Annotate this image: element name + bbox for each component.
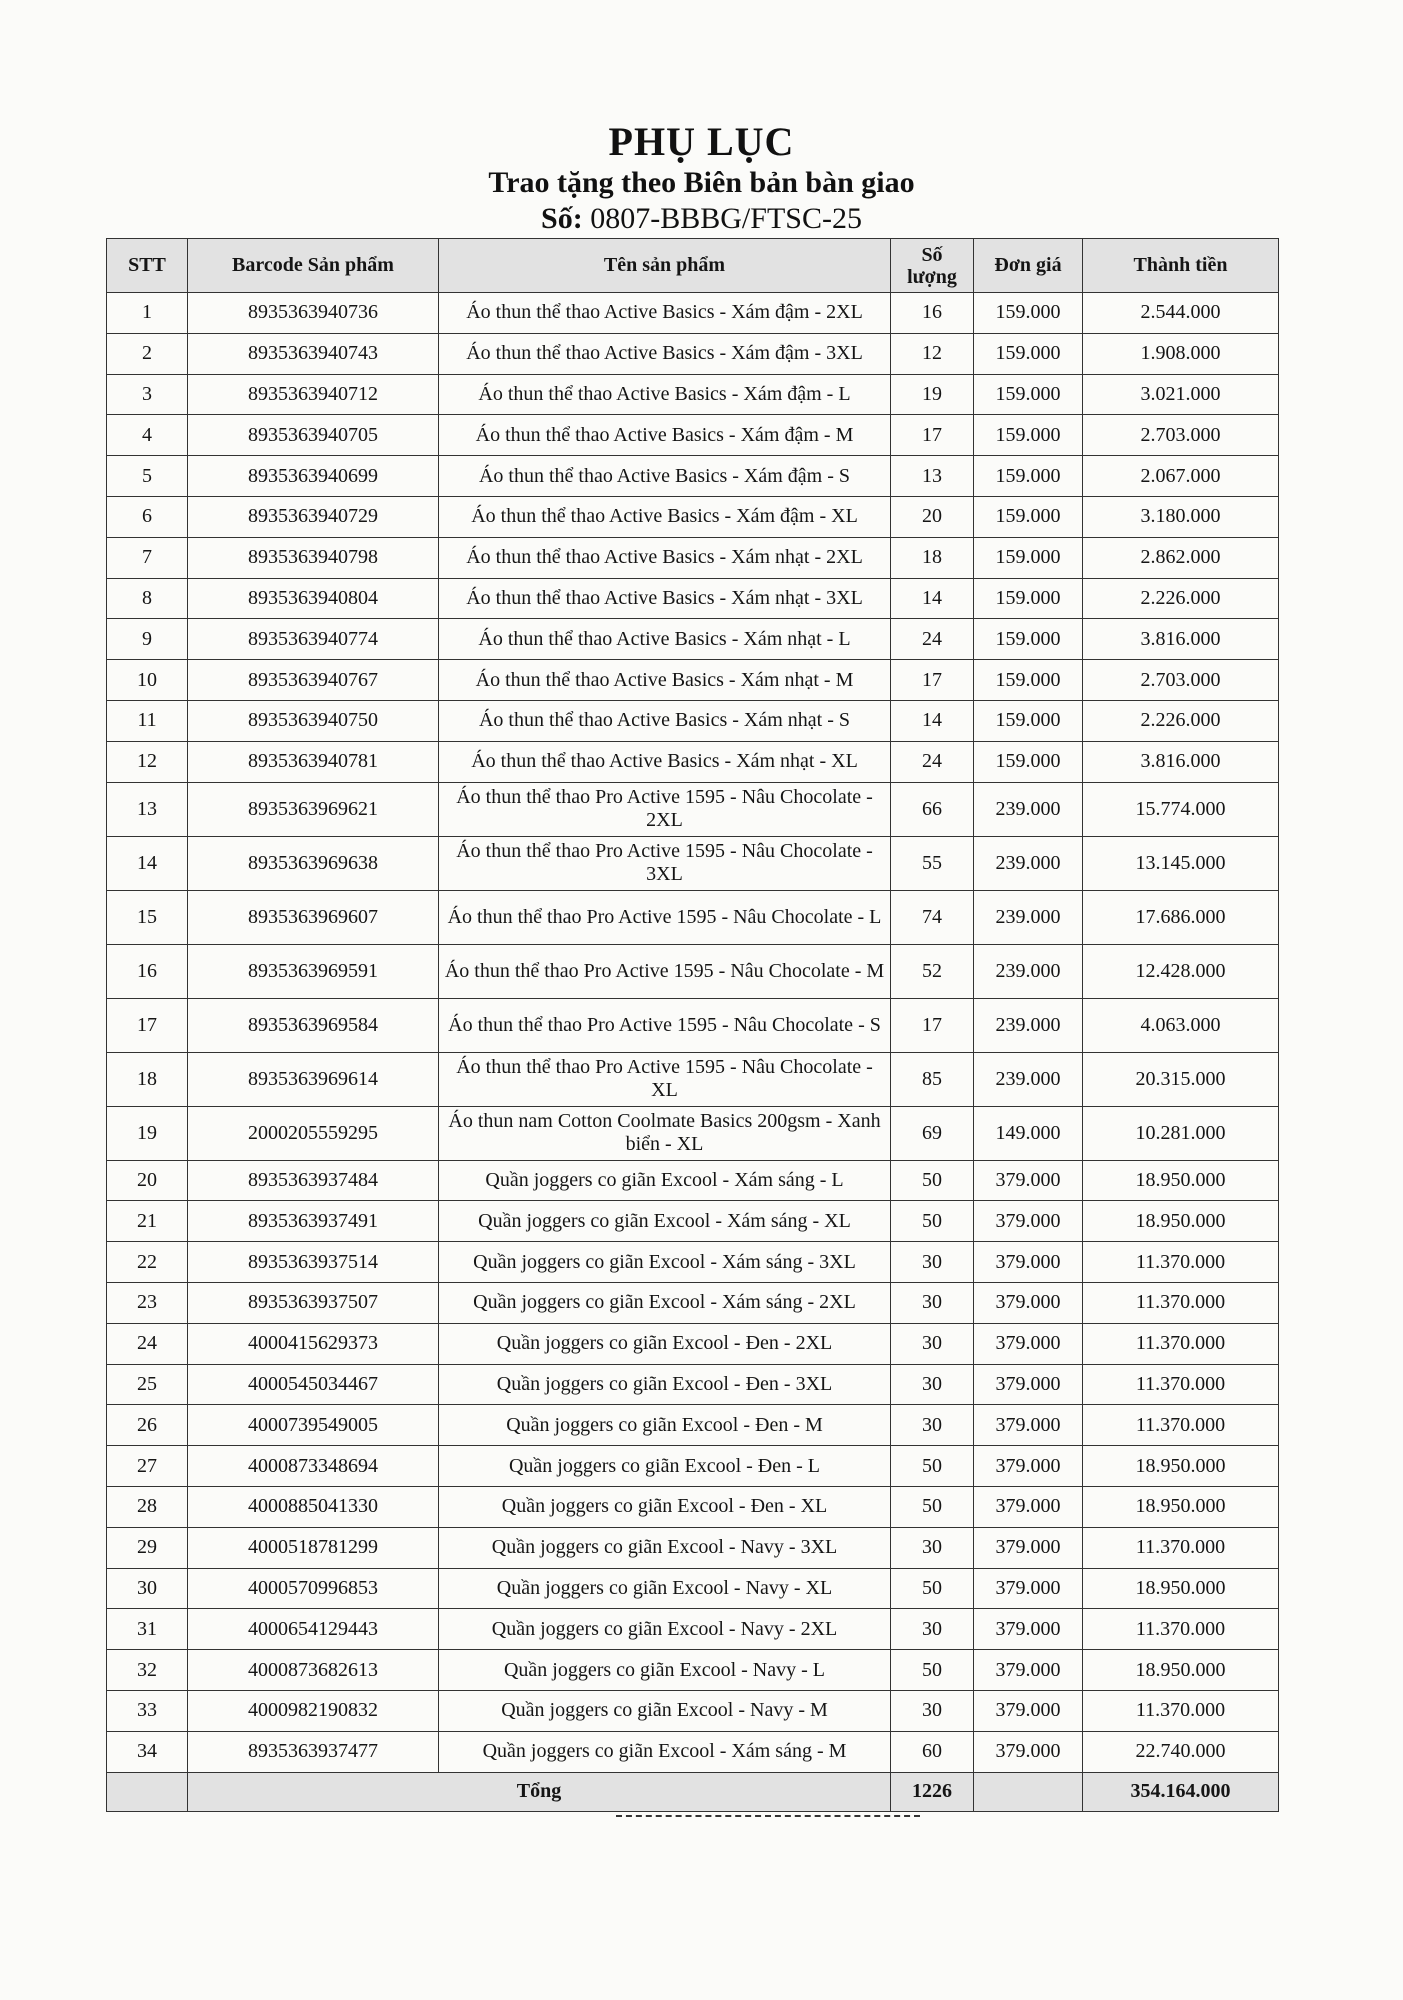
table-row (107, 415, 1279, 456)
row-quantity: 30 (891, 1323, 974, 1364)
table-row (107, 1364, 1279, 1405)
row-product-name: Áo thun thể thao Active Basics - Xám đậm - S (439, 456, 891, 497)
row-barcode: 4000739549005 (188, 1405, 439, 1446)
row-unit-price: 239.000 (974, 782, 1083, 836)
row-unit-price: 159.000 (974, 415, 1083, 456)
table-row (107, 1323, 1279, 1364)
row-stt: 10 (107, 660, 188, 701)
row-unit-price: 379.000 (974, 1242, 1083, 1283)
header-stt: STT (107, 239, 188, 293)
row-product-name: Áo thun thể thao Pro Active 1595 - Nâu Chocolate - L (439, 890, 891, 944)
row-amount: 2.226.000 (1083, 700, 1279, 741)
row-amount: 2.703.000 (1083, 415, 1279, 456)
header-product-name: Tên sản phẩm (439, 239, 891, 293)
row-stt: 3 (107, 374, 188, 415)
row-quantity: 30 (891, 1282, 974, 1323)
row-barcode: 2000205559295 (188, 1106, 439, 1160)
table-row (107, 836, 1279, 890)
row-barcode: 8935363940767 (188, 660, 439, 701)
table-row (107, 890, 1279, 944)
row-quantity: 24 (891, 619, 974, 660)
document-number-code: 0807-BBBG/FTSC-25 (590, 202, 862, 235)
row-amount: 2.226.000 (1083, 578, 1279, 619)
row-quantity: 30 (891, 1527, 974, 1568)
row-amount: 4.063.000 (1083, 998, 1279, 1052)
row-barcode: 8935363940712 (188, 374, 439, 415)
row-barcode: 8935363940798 (188, 537, 439, 578)
row-product-name: Quần joggers co giãn Excool - Navy - L (439, 1650, 891, 1691)
row-unit-price: 379.000 (974, 1405, 1083, 1446)
row-unit-price: 239.000 (974, 1052, 1083, 1106)
row-unit-price: 379.000 (974, 1690, 1083, 1731)
row-stt: 24 (107, 1323, 188, 1364)
row-barcode: 8935363937514 (188, 1242, 439, 1283)
row-quantity: 18 (891, 537, 974, 578)
row-stt: 28 (107, 1486, 188, 1527)
row-product-name: Áo thun thể thao Active Basics - Xám đậm - 3XL (439, 333, 891, 374)
table-row (107, 1486, 1279, 1527)
row-amount: 20.315.000 (1083, 1052, 1279, 1106)
row-quantity: 30 (891, 1405, 974, 1446)
row-barcode: 8935363940736 (188, 293, 439, 334)
row-unit-price: 379.000 (974, 1282, 1083, 1323)
row-product-name: Quần joggers co giãn Excool - Xám sáng - XL (439, 1201, 891, 1242)
row-unit-price: 239.000 (974, 944, 1083, 998)
row-barcode: 4000545034467 (188, 1364, 439, 1405)
document-subtitle: Trao tặng theo Biên bản bàn giao (488, 166, 915, 199)
row-unit-price: 379.000 (974, 1364, 1083, 1405)
row-barcode: 4000415629373 (188, 1323, 439, 1364)
table-row (107, 782, 1279, 836)
row-product-name: Quần joggers co giãn Excool - Xám sáng - L (439, 1160, 891, 1201)
table-row (107, 1609, 1279, 1650)
row-quantity: 50 (891, 1486, 974, 1527)
table-row (107, 998, 1279, 1052)
row-stt: 11 (107, 700, 188, 741)
row-quantity: 24 (891, 741, 974, 782)
table-footer-row (107, 1772, 1279, 1811)
row-barcode: 8935363940774 (188, 619, 439, 660)
row-quantity: 17 (891, 998, 974, 1052)
row-product-name: Áo thun thể thao Active Basics - Xám nhạt - 2XL (439, 537, 891, 578)
row-quantity: 50 (891, 1160, 974, 1201)
row-barcode: 8935363940743 (188, 333, 439, 374)
row-quantity: 50 (891, 1201, 974, 1242)
row-product-name: Áo thun thể thao Pro Active 1595 - Nâu Chocolate - M (439, 944, 891, 998)
row-stt: 32 (107, 1650, 188, 1691)
row-stt: 31 (107, 1609, 188, 1650)
row-unit-price: 379.000 (974, 1201, 1083, 1242)
row-quantity: 20 (891, 496, 974, 537)
row-stt: 1 (107, 293, 188, 334)
items-table (106, 238, 1279, 1812)
row-unit-price: 159.000 (974, 374, 1083, 415)
row-stt: 4 (107, 415, 188, 456)
row-stt: 22 (107, 1242, 188, 1283)
table-row (107, 1568, 1279, 1609)
row-stt: 23 (107, 1282, 188, 1323)
row-quantity: 16 (891, 293, 974, 334)
row-quantity: 30 (891, 1609, 974, 1650)
row-barcode: 8935363969584 (188, 998, 439, 1052)
row-unit-price: 379.000 (974, 1323, 1083, 1364)
table-row (107, 1650, 1279, 1691)
row-stt: 9 (107, 619, 188, 660)
row-barcode: 4000570996853 (188, 1568, 439, 1609)
table-row (107, 700, 1279, 741)
row-amount: 11.370.000 (1083, 1282, 1279, 1323)
table-body (107, 293, 1279, 1773)
table-row (107, 660, 1279, 701)
row-barcode: 8935363969614 (188, 1052, 439, 1106)
row-amount: 11.370.000 (1083, 1527, 1279, 1568)
row-product-name: Áo thun thể thao Active Basics - Xám nhạt - S (439, 700, 891, 741)
document-number-label: Số: (541, 202, 583, 235)
row-product-name: Quần joggers co giãn Excool - Đen - XL (439, 1486, 891, 1527)
row-product-name: Quần joggers co giãn Excool - Xám sáng - 3XL (439, 1242, 891, 1283)
table-row (107, 619, 1279, 660)
row-barcode: 8935363969638 (188, 836, 439, 890)
row-unit-price: 159.000 (974, 456, 1083, 497)
row-barcode: 4000654129443 (188, 1609, 439, 1650)
row-barcode: 8935363937477 (188, 1731, 439, 1772)
footer-empty-price (974, 1772, 1083, 1811)
table-row (107, 578, 1279, 619)
row-unit-price: 159.000 (974, 293, 1083, 334)
row-product-name: Quần joggers co giãn Excool - Đen - 3XL (439, 1364, 891, 1405)
row-stt: 27 (107, 1446, 188, 1487)
row-stt: 34 (107, 1731, 188, 1772)
row-amount: 11.370.000 (1083, 1364, 1279, 1405)
row-product-name: Áo thun thể thao Active Basics - Xám đậm - M (439, 415, 891, 456)
row-unit-price: 379.000 (974, 1446, 1083, 1487)
row-unit-price: 159.000 (974, 333, 1083, 374)
row-quantity: 50 (891, 1446, 974, 1487)
row-quantity: 14 (891, 578, 974, 619)
header-quantity (891, 239, 974, 293)
row-quantity: 85 (891, 1052, 974, 1106)
row-barcode: 8935363940705 (188, 415, 439, 456)
row-stt: 14 (107, 836, 188, 890)
table-row (107, 1106, 1279, 1160)
row-barcode: 4000982190832 (188, 1690, 439, 1731)
row-unit-price: 379.000 (974, 1486, 1083, 1527)
row-product-name: Áo thun thể thao Active Basics - Xám nhạt - L (439, 619, 891, 660)
row-barcode: 8935363937484 (188, 1160, 439, 1201)
row-quantity: 30 (891, 1242, 974, 1283)
footer-grand-total: 354.164.000 (1083, 1772, 1279, 1811)
row-amount: 11.370.000 (1083, 1405, 1279, 1446)
row-amount: 18.950.000 (1083, 1201, 1279, 1242)
row-quantity: 66 (891, 782, 974, 836)
footer-empty-cell (107, 1772, 188, 1811)
row-product-name: Áo thun thể thao Pro Active 1595 - Nâu Chocolate - 2XL (439, 782, 891, 836)
row-barcode: 8935363937491 (188, 1201, 439, 1242)
row-stt: 30 (107, 1568, 188, 1609)
row-product-name: Áo thun thể thao Pro Active 1595 - Nâu Chocolate - 3XL (439, 836, 891, 890)
row-quantity: 30 (891, 1364, 974, 1405)
row-unit-price: 379.000 (974, 1160, 1083, 1201)
header-quantity-line2: lượng (907, 265, 957, 288)
row-stt: 25 (107, 1364, 188, 1405)
table-row (107, 333, 1279, 374)
row-quantity: 13 (891, 456, 974, 497)
row-amount: 11.370.000 (1083, 1242, 1279, 1283)
row-stt: 19 (107, 1106, 188, 1160)
row-quantity: 30 (891, 1690, 974, 1731)
row-stt: 13 (107, 782, 188, 836)
row-unit-price: 159.000 (974, 619, 1083, 660)
header-unit-price: Đơn giá (974, 239, 1083, 293)
row-unit-price: 159.000 (974, 537, 1083, 578)
table-row (107, 1242, 1279, 1283)
row-amount: 18.950.000 (1083, 1446, 1279, 1487)
row-stt: 33 (107, 1690, 188, 1731)
row-product-name: Quần joggers co giãn Excool - Navy - XL (439, 1568, 891, 1609)
row-stt: 29 (107, 1527, 188, 1568)
table-row (107, 1731, 1279, 1772)
row-quantity: 55 (891, 836, 974, 890)
row-quantity: 74 (891, 890, 974, 944)
row-amount: 22.740.000 (1083, 1731, 1279, 1772)
table-header-row (107, 239, 1279, 293)
row-amount: 3.180.000 (1083, 496, 1279, 537)
row-product-name: Quần joggers co giãn Excool - Đen - 2XL (439, 1323, 891, 1364)
row-product-name: Áo thun nam Cotton Coolmate Basics 200gsm - Xanh biển - XL (439, 1106, 891, 1160)
row-unit-price: 239.000 (974, 836, 1083, 890)
table-row (107, 456, 1279, 497)
row-amount: 18.950.000 (1083, 1160, 1279, 1201)
table-row (107, 537, 1279, 578)
row-unit-price: 159.000 (974, 496, 1083, 537)
row-stt: 16 (107, 944, 188, 998)
row-barcode: 4000885041330 (188, 1486, 439, 1527)
row-stt: 5 (107, 456, 188, 497)
row-amount: 3.816.000 (1083, 741, 1279, 782)
row-product-name: Áo thun thể thao Pro Active 1595 - Nâu Chocolate - XL (439, 1052, 891, 1106)
row-barcode: 8935363940699 (188, 456, 439, 497)
row-amount: 11.370.000 (1083, 1323, 1279, 1364)
row-barcode: 8935363940781 (188, 741, 439, 782)
table-row (107, 1446, 1279, 1487)
row-barcode: 8935363937507 (188, 1282, 439, 1323)
row-product-name: Áo thun thể thao Active Basics - Xám đậm - 2XL (439, 293, 891, 334)
row-product-name: Quần joggers co giãn Excool - Xám sáng - 2XL (439, 1282, 891, 1323)
row-amount: 3.021.000 (1083, 374, 1279, 415)
row-quantity: 17 (891, 660, 974, 701)
row-amount: 18.950.000 (1083, 1568, 1279, 1609)
row-stt: 6 (107, 496, 188, 537)
row-product-name: Áo thun thể thao Active Basics - Xám đậm - XL (439, 496, 891, 537)
row-unit-price: 239.000 (974, 890, 1083, 944)
table-row (107, 1405, 1279, 1446)
header-amount: Thành tiền (1083, 239, 1279, 293)
row-amount: 15.774.000 (1083, 782, 1279, 836)
row-product-name: Áo thun thể thao Active Basics - Xám nhạt - 3XL (439, 578, 891, 619)
row-amount: 2.703.000 (1083, 660, 1279, 701)
row-stt: 7 (107, 537, 188, 578)
row-quantity: 14 (891, 700, 974, 741)
row-barcode: 8935363940750 (188, 700, 439, 741)
row-stt: 17 (107, 998, 188, 1052)
row-unit-price: 159.000 (974, 660, 1083, 701)
row-product-name: Áo thun thể thao Active Basics - Xám nhạt - XL (439, 741, 891, 782)
row-amount: 11.370.000 (1083, 1609, 1279, 1650)
row-unit-price: 379.000 (974, 1568, 1083, 1609)
row-product-name: Quần joggers co giãn Excool - Navy - 2XL (439, 1609, 891, 1650)
row-product-name: Áo thun thể thao Active Basics - Xám nhạt - M (439, 660, 891, 701)
row-product-name: Quần joggers co giãn Excool - Xám sáng - M (439, 1731, 891, 1772)
row-barcode: 8935363940804 (188, 578, 439, 619)
row-stt: 15 (107, 890, 188, 944)
row-unit-price: 379.000 (974, 1527, 1083, 1568)
footer-total-quantity: 1226 (891, 1772, 974, 1811)
row-amount: 3.816.000 (1083, 619, 1279, 660)
row-stt: 21 (107, 1201, 188, 1242)
row-quantity: 52 (891, 944, 974, 998)
row-quantity: 19 (891, 374, 974, 415)
table-row (107, 1690, 1279, 1731)
row-unit-price: 159.000 (974, 741, 1083, 782)
row-barcode: 8935363969607 (188, 890, 439, 944)
row-barcode: 4000518781299 (188, 1527, 439, 1568)
row-quantity: 50 (891, 1650, 974, 1691)
row-product-name: Áo thun thể thao Active Basics - Xám đậm - L (439, 374, 891, 415)
row-unit-price: 149.000 (974, 1106, 1083, 1160)
row-amount: 13.145.000 (1083, 836, 1279, 890)
row-unit-price: 379.000 (974, 1609, 1083, 1650)
table-row (107, 1160, 1279, 1201)
row-product-name: Áo thun thể thao Pro Active 1595 - Nâu Chocolate - S (439, 998, 891, 1052)
row-quantity: 12 (891, 333, 974, 374)
row-barcode: 8935363969621 (188, 782, 439, 836)
row-barcode: 8935363969591 (188, 944, 439, 998)
row-amount: 11.370.000 (1083, 1690, 1279, 1731)
table-row (107, 741, 1279, 782)
row-amount: 1.908.000 (1083, 333, 1279, 374)
row-unit-price: 379.000 (974, 1650, 1083, 1691)
table-row (107, 1282, 1279, 1323)
row-barcode: 8935363940729 (188, 496, 439, 537)
row-unit-price: 159.000 (974, 700, 1083, 741)
row-stt: 20 (107, 1160, 188, 1201)
end-separator (616, 1815, 920, 1817)
row-amount: 10.281.000 (1083, 1106, 1279, 1160)
row-unit-price: 159.000 (974, 578, 1083, 619)
row-quantity: 17 (891, 415, 974, 456)
row-amount: 17.686.000 (1083, 890, 1279, 944)
header-barcode: Barcode Sản phẩm (188, 239, 439, 293)
row-product-name: Quần joggers co giãn Excool - Đen - M (439, 1405, 891, 1446)
row-stt: 18 (107, 1052, 188, 1106)
row-barcode: 4000873348694 (188, 1446, 439, 1487)
footer-label: Tổng (188, 1772, 891, 1811)
table-row (107, 1052, 1279, 1106)
row-amount: 18.950.000 (1083, 1486, 1279, 1527)
table-row (107, 1527, 1279, 1568)
row-product-name: Quần joggers co giãn Excool - Navy - 3XL (439, 1527, 891, 1568)
row-stt: 26 (107, 1405, 188, 1446)
table-row (107, 293, 1279, 334)
table-row (107, 944, 1279, 998)
row-amount: 2.862.000 (1083, 537, 1279, 578)
row-product-name: Quần joggers co giãn Excool - Đen - L (439, 1446, 891, 1487)
row-barcode: 4000873682613 (188, 1650, 439, 1691)
row-stt: 2 (107, 333, 188, 374)
row-amount: 2.544.000 (1083, 293, 1279, 334)
document-title: PHỤ LỤC (608, 119, 795, 164)
row-amount: 12.428.000 (1083, 944, 1279, 998)
document-number (0, 202, 1403, 236)
row-quantity: 60 (891, 1731, 974, 1772)
row-unit-price: 239.000 (974, 998, 1083, 1052)
row-stt: 8 (107, 578, 188, 619)
row-amount: 2.067.000 (1083, 456, 1279, 497)
row-stt: 12 (107, 741, 188, 782)
row-product-name: Quần joggers co giãn Excool - Navy - M (439, 1690, 891, 1731)
table-row (107, 496, 1279, 537)
row-quantity: 50 (891, 1568, 974, 1609)
row-quantity: 69 (891, 1106, 974, 1160)
row-unit-price: 379.000 (974, 1731, 1083, 1772)
header-quantity-line1: Số (921, 243, 943, 266)
table-row (107, 374, 1279, 415)
table-row (107, 1201, 1279, 1242)
row-amount: 18.950.000 (1083, 1650, 1279, 1691)
